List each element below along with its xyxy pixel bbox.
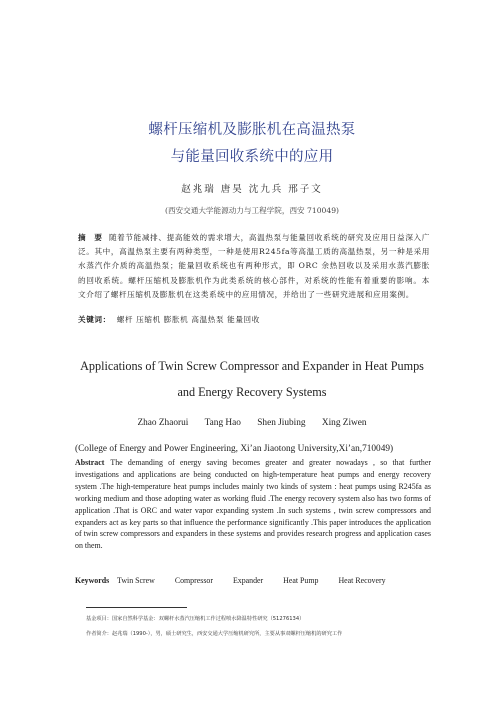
english-keywords [75,576,435,585]
chinese-keywords-text: 螺杆 压缩机 膨胀机 高温热泵 能量回收 [116,315,260,324]
author-name: Xing Ziwen [321,418,367,428]
chinese-title-line-2: 与能量回收系统中的应用 [170,149,334,165]
keyword: Heat Pump [283,576,319,585]
author-name: Tang Hao [204,418,241,428]
chinese-affiliation: (西安交通大学能源动力与工程学院，西安 710049) [164,206,339,215]
author-name: Zhao Zhaorui [137,418,189,428]
english-keywords-label: Keywords [75,576,110,585]
english-abstract [75,457,431,552]
chinese-authors: 赵兆瑞 唐昊 沈九兵 邢子文 [181,184,323,195]
chinese-abstract-text: 随着节能减排、提高能效的需求增大，高温热泵与能量回收系统的研究及应用日益深入广泛。其中，高温热泵主要有两种类型，一种是使用R245fa等高温工质的高温热泵，另一种是采用水蒸汽作介质的高温热泵；能量回收系统也有两种形式，即 ORC 余热回收以及采用水蒸汽膨胀的回收系统。螺杆压缩机及膨胀机作为此类系统的核心部件，对系统的性能有着重要的影响。本文介绍了螺杆压缩机及膨胀机在这类系统中的应用情况，并给出了一些研究进展和应用案例。 [78,233,430,299]
chinese-title-line-1: 螺杆压缩机及膨胀机在高温热泵 [148,122,356,138]
chinese-keywords-label: 关键词： [78,315,111,324]
keyword: Expander [232,576,264,585]
footnote-divider [86,607,187,608]
keyword: Twin Screw [117,576,155,585]
chinese-keywords [78,314,430,325]
english-title-line-2: and Energy Recovery Systems [177,385,327,399]
footnote-fund: 基金项目：国家自然科学基金：双螺杆水蒸汽压缩机工作过程喷水降温特性研究（51276134） [86,616,305,622]
keyword: Heat Recovery [338,576,386,585]
chinese-abstract [78,231,430,302]
english-abstract-text: The demanding of energy saving becomes greater and greater nowadays , so that further investigations and applications are being conducted on high-temperature heat pumps and energy recovery system .The high-temperature heat pumps includes mainly two kinds of system : heat pumps using R245fa as working medium and those adopting water as working fluid .The energy recovery system also has two forms of application .That is ORC and water vapor expanding system .In such systems , twin screw compressors and expanders act as key parts so that influence the performance significantly .This paper introduces the application of twin screw compressors and expanders in these systems and provides research progress and application cases on them. [75,458,431,551]
english-authors [0,418,504,428]
author-name: Shen Jiubing [257,418,306,428]
footnote-author-bio: 作者简介：赵兆瑞（1990-），男，硕士研究生，西安交通大学压缩机研究所，主要从事双螺杆压缩机的研究工作 [86,631,343,637]
english-abstract-label: Abstract [75,458,105,467]
english-affiliation: (College of Energy and Power Engineering, Xi’an Jiaotong University,Xi’an,710049) [75,444,394,454]
keyword: Compressor [174,576,213,585]
chinese-abstract-label: 摘 要 [78,233,105,242]
english-title-line-1: Applications of Twin Screw Compressor and Expander in Heat Pumps [80,359,424,373]
